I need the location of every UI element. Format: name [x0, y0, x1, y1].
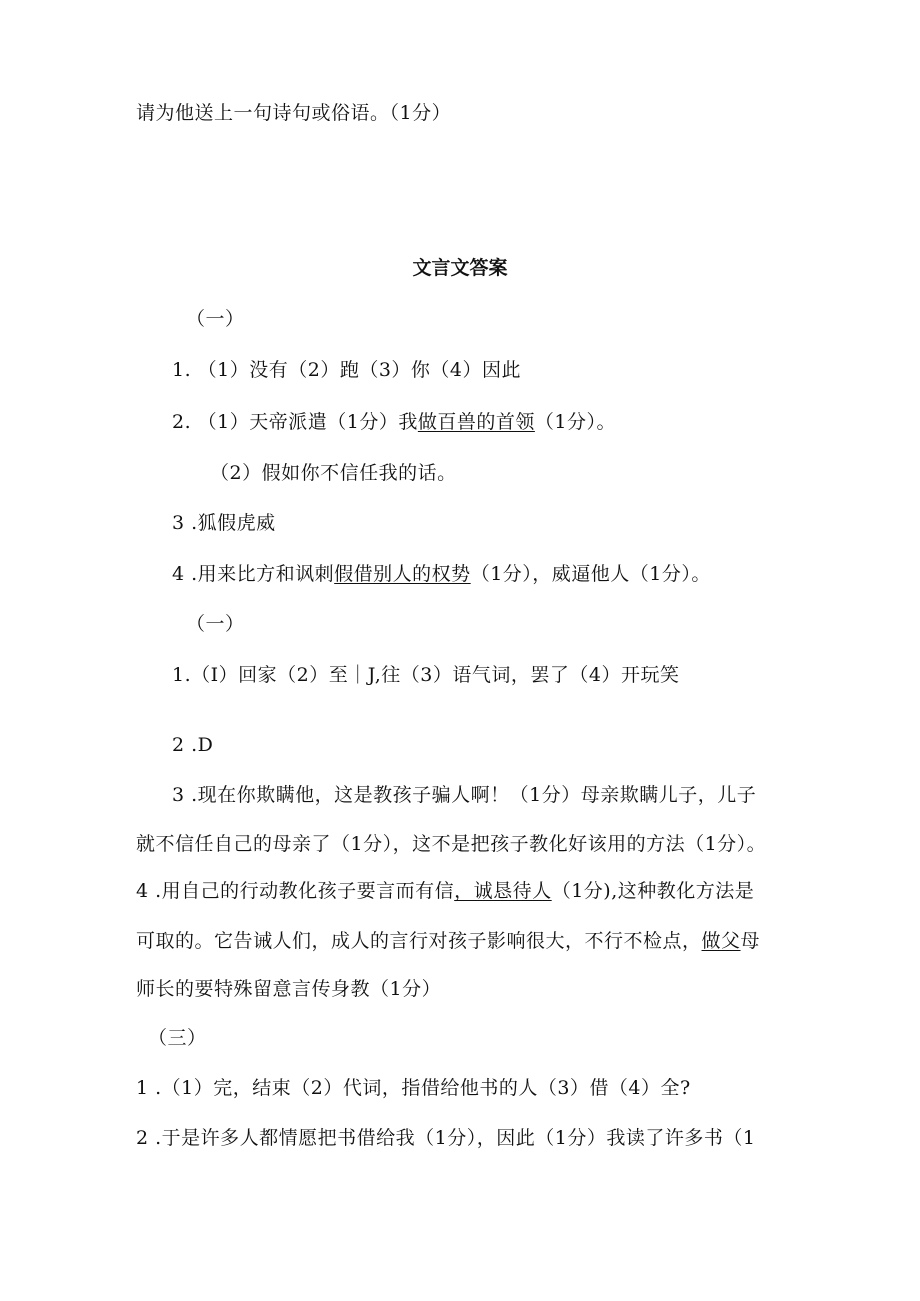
text: 可取的。它告诫人们，成人的言行对孩子影响很大，不行不检点， — [136, 930, 702, 952]
part3-heading: （三） — [148, 1027, 207, 1049]
part1-heading: （一） — [186, 308, 245, 330]
underlined-text: ，诚恳待人 — [454, 880, 552, 902]
part2-q4-line1 — [136, 879, 754, 903]
underlined-text: 做父 — [701, 930, 741, 952]
part2-q3-line2: 就不信任自己的母亲了（1分），这不是把孩子教化好该用的方法（1分）。 — [136, 833, 767, 855]
part2-heading: （一） — [186, 613, 245, 635]
text: （1分),这种教化方法是 — [551, 880, 755, 902]
part2-q4-line3: 师长的要特殊留意言传身教（1分） — [136, 978, 442, 1000]
part1-q2a — [172, 410, 616, 434]
text: 4 .用来比方和讽刺 — [172, 563, 335, 585]
intro-line: 请为他送上一句诗句或俗语。（1分） — [136, 102, 452, 124]
part1-q4 — [172, 562, 711, 586]
part2-q1: 1.（I）回家（2）至｜J,往（3）语气词，罢了（4）开玩笑 — [172, 664, 680, 686]
text: 2. （1）天帝派遣（1分）我 — [172, 411, 418, 433]
text: 4 .用自己的行动教化孩子要言而有信 — [136, 880, 455, 902]
part1-q1: 1. （1）没有（2）跑（3）你（4）因此 — [172, 359, 522, 381]
underlined-text: 做百兽的首领 — [417, 411, 535, 433]
part3-q1: 1 .（1）完，结束（2）代词，指借给他书的人（3）借（4）全? — [136, 1077, 691, 1099]
underlined-text: 假借别人的权势 — [334, 563, 471, 585]
part1-q2b: （2）假如你不信任我的话。 — [210, 462, 457, 484]
part2-q4-line2 — [136, 929, 760, 953]
text: （1分），威逼他人（1分）。 — [470, 563, 711, 585]
section-title: 文言文答案 — [412, 257, 508, 279]
part1-q3: 3 .狐假虎威 — [172, 512, 276, 534]
text: 母 — [740, 930, 761, 952]
part2-q2: 2 .D — [172, 734, 214, 756]
part2-q3-line1: 3 .现在你欺瞒他，这是教孩子骗人啊！（1分）母亲欺瞒儿子，儿子 — [172, 784, 757, 806]
part3-q2: 2 .于是许多人都情愿把书借给我（1分），因此（1分）我读了许多书（1 — [136, 1127, 756, 1149]
text: （1分）。 — [534, 411, 616, 433]
